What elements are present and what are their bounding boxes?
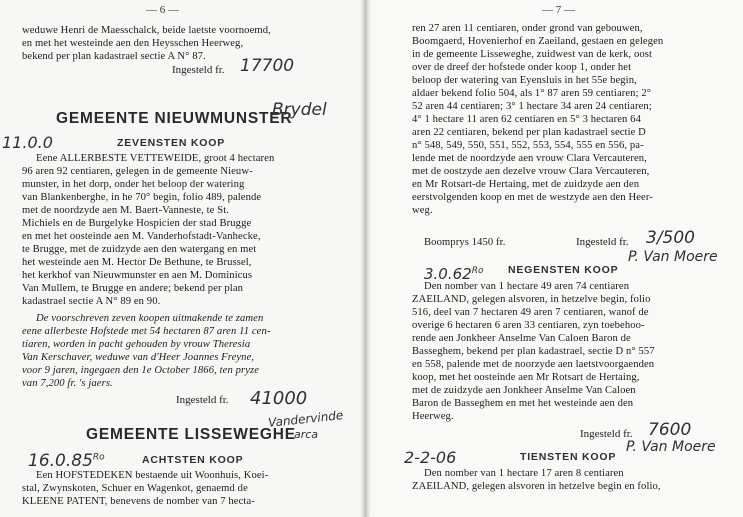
text-line: Boomgaerd, Hovenierhof en Zaeiland, gestaen en gelegen	[412, 36, 664, 47]
municipality-heading: GEMEENTE NIEUWMUNSTER	[56, 110, 293, 127]
text-line: van Blankenberghe, in he 70° begin, folio 489, palende	[22, 192, 262, 203]
text-line: 52 aren 44 centiaren; 3° 1 hectare 34 aren 24 centiaren;	[412, 101, 652, 112]
lot-heading: NEGENSTEN KOOP	[508, 264, 619, 276]
handwritten-code: $16.0.85^{Ro}$	[28, 451, 105, 471]
text-line: en met het oosteinde aen M. Vanderhofstadt-Vanhecke,	[22, 231, 261, 242]
ingesteld-label: Ingesteld fr.	[580, 428, 633, 440]
text-line: weduwe Henri de Maesschalck, beide laetste voornoemd,	[22, 25, 271, 36]
text-line: ZAEILAND, gelegen alsvoren in hetzelve begin en folio,	[412, 481, 661, 492]
text-line: koop, met het oosteinde aen Mr Rotsart de Hertaing,	[412, 372, 640, 383]
text-line: Baron de Basseghem en met het westeinde aen den	[412, 398, 634, 409]
text-line: beloop der watering van Eyensluis in het 55e begin,	[412, 75, 637, 86]
text-line: en met het westeinde aen den Heysschen Heerweg,	[22, 38, 244, 49]
handwritten-code: 11.0.0	[2, 133, 53, 152]
lease-note-line: Van Kerschaver, weduwe van d'Heer Joannes Freyne,	[22, 352, 255, 363]
text-line: ZAEILAND, gelegen alsvoren, in hetzelve begin, folio	[412, 294, 651, 305]
text-line: ren 27 aren 11 centiaren, onder grond van gebouwen,	[412, 23, 643, 34]
book-gutter	[360, 0, 370, 517]
lease-note-line: tiaren, worden in pacht gehouden by vrouw Theresia	[22, 339, 251, 350]
text-line: Basseghem, bekend per plan kadastrael, sectie D n° 557	[412, 346, 655, 357]
lease-note-line: eene allerbeste Hofstede met 54 hectaren 87 aren 11 cen-	[22, 326, 271, 337]
text-line: Den nomber van 1 hectare 49 aren 74 centiaren	[424, 281, 630, 292]
ingesteld-label: Ingesteld fr.	[172, 64, 225, 76]
text-line: Een HOFSTEDEKEN bestaende uit Woonhuis, Koei-	[36, 470, 269, 481]
text-line: 516, deel van 7 hectaren 49 aren 7 centiaren, wanof de	[412, 307, 649, 318]
text-line: munster, in het dorp, onder het beloop der watering	[22, 179, 245, 190]
text-line: KLEENE PATENT, benevens de nomber van 7 hecta-	[22, 496, 255, 507]
handwritten-buyer: P. Van Moere	[626, 439, 716, 455]
text-line: het westeinde aen M. Hector De Bethune, te Brussel,	[22, 257, 252, 268]
handwritten-price: 17700	[240, 56, 295, 76]
text-line: over de dreef der hofstede onder koop 1, onder het	[412, 62, 632, 73]
text-line: met de oostzyde aen dezelve vrouw Clara Vercauteren,	[412, 166, 650, 177]
text-line: 4° 1 hectare 11 aren 62 centiaren en 5° 3 hectaren 64	[412, 114, 641, 125]
text-line: te Brugge, met de zuidzyde aen den watergang en met	[22, 244, 257, 255]
municipality-heading: GEMEENTE LISSEWEGHE	[86, 426, 296, 443]
page-number: — 6 —	[146, 4, 179, 16]
text-line: aren 22 centiaren, bekend per plan kadastrael sectie D	[412, 127, 646, 138]
text-line: overige 6 hectaren 6 aren 33 centiaren, zyn toebehoo-	[412, 320, 645, 331]
text-line: bekend per plan kadastrael sectie A N° 87.	[22, 51, 206, 62]
lease-note-line: voor 9 jaren, ingegaen den 1e October 1866, ten pryze	[22, 365, 260, 376]
lease-note-line: De voorschreven zeven koopen uitmakende te zamen	[36, 313, 264, 324]
text-line: 96 aren 92 centiaren, gelegen in de gemeente Nieuw-	[22, 166, 253, 177]
text-line: Van Mullem, te Brugge en andere; bekend per plan	[22, 283, 244, 294]
text-line: het kerkhof van Nieuwmunster en aen M. Dominicus	[22, 270, 253, 281]
right-page	[370, 0, 743, 517]
handwritten-code: 2-2-06	[404, 448, 457, 467]
handwritten-price: 7600	[648, 420, 692, 440]
text-line: rende aen Jonkheer Anselme Van Caloen Baron de	[412, 333, 631, 344]
handwritten-code: $3.0.62^{Ro}$	[424, 265, 484, 283]
page-number: — 7 —	[542, 4, 575, 16]
lot-heading: ZEVENSTEN KOOP	[117, 137, 226, 149]
text-line: kadastrael sectie A N° 89 en 90.	[22, 296, 161, 307]
reserve-price: Boomprys 1450 fr.	[424, 237, 506, 248]
text-line: weg.	[412, 205, 433, 216]
text-line: en 558, palende met de noorzyde aen laetstvoorgaenden	[412, 359, 655, 370]
handwritten-buyer: Brydel	[272, 100, 327, 120]
text-line: in de gemeente Lisseweghe, zuidwest van de kerk, oost	[412, 49, 653, 60]
lot-heading: TIENSTEN KOOP	[520, 451, 617, 463]
left-page	[0, 0, 360, 517]
text-line: Den nomber van 1 hectare 17 aren 8 centiaren	[424, 468, 624, 479]
handwritten-price: 41000	[250, 388, 308, 409]
text-line: Michiels en de Burgelyke Hospicien der stad Brugge	[22, 218, 252, 229]
handwritten-buyer: arca	[294, 428, 319, 441]
text-line: met de noordzyde aen M. Baert-Vanneste, te St.	[22, 205, 229, 216]
lease-note-line: van 7,200 fr. 's jaers.	[22, 378, 113, 389]
text-line: aldaer bekend folio 504, als 1° 87 aren 59 centiaren; 2°	[412, 88, 652, 99]
handwritten-price: 3/500	[646, 228, 695, 248]
ingesteld-label: Ingesteld fr.	[576, 236, 629, 248]
text-line: stal, Zwynskoten, Schuer en Wagenkot, genaemd de	[22, 483, 248, 494]
handwritten-buyer: Vandervinde	[267, 408, 344, 430]
lot-heading: ACHTSTEN KOOP	[142, 454, 244, 466]
text-line: lende met de noordzyde aen vrouw Clara Vercauteren,	[412, 153, 647, 164]
text-line: Eene ALLERBESTE VETTEWEIDE, groot 4 hectaren	[36, 153, 275, 164]
text-line: en Mr Rotsart-de Hertaing, met de zuidzyde aen den	[412, 179, 640, 190]
text-line: met de zuidzyde aen Jonkheer Anselme Van Caloen	[412, 385, 636, 396]
text-line: n° 548, 549, 550, 551, 552, 553, 554, 555 en 556, pa-	[412, 140, 644, 151]
handwritten-buyer: P. Van Moere	[628, 249, 718, 265]
ingesteld-label: Ingesteld fr.	[176, 394, 229, 406]
text-line: eerstvolgenden koop en met de westzyde aen den Heer-	[412, 192, 653, 203]
text-line: Heerweg.	[412, 411, 454, 422]
